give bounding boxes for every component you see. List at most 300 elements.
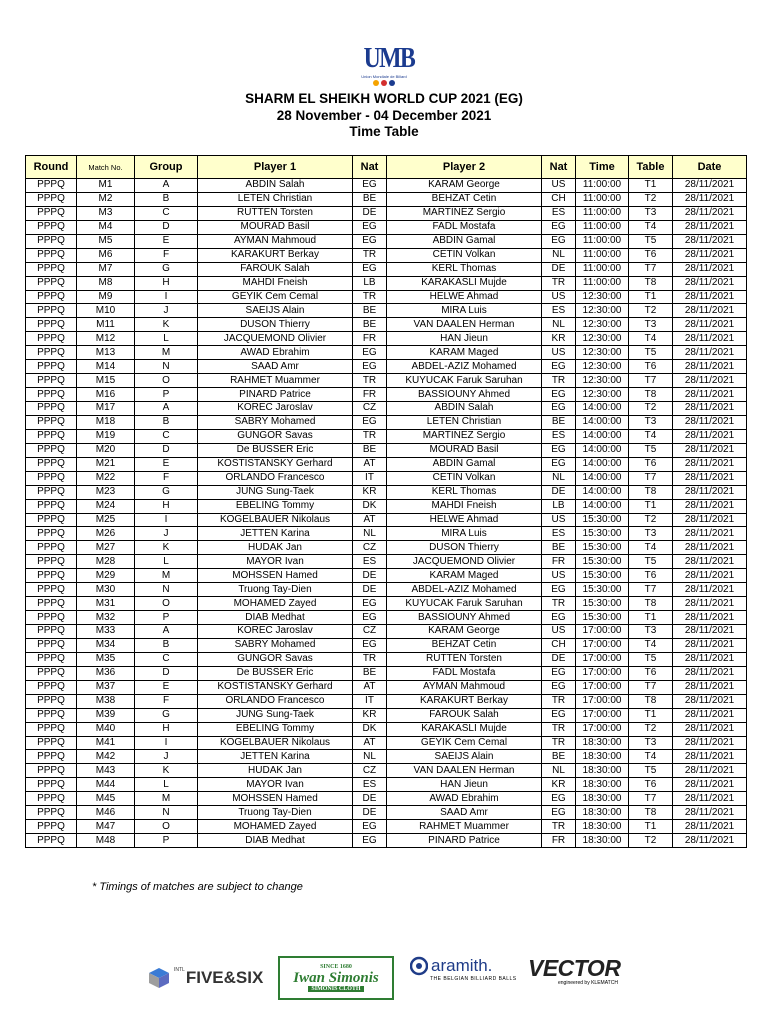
- cell-group: C: [135, 652, 198, 666]
- cell-nat-2: EG: [542, 457, 576, 471]
- cell-player-2: CETIN Volkan: [387, 471, 542, 485]
- cell-table: T3: [629, 415, 673, 429]
- table-row: [26, 680, 747, 694]
- cell-player-2: FADL Mostafa: [387, 220, 542, 234]
- cell-date: 28/11/2021: [673, 625, 747, 639]
- cell-time: 15:30:00: [576, 583, 629, 597]
- cell-table: T2: [629, 722, 673, 736]
- cell-match-no: M41: [77, 736, 135, 750]
- cell-nat-2: NL: [542, 248, 576, 262]
- table-row: [26, 402, 747, 416]
- table-row: [26, 652, 747, 666]
- cell-date: 28/11/2021: [673, 778, 747, 792]
- cell-time: 14:00:00: [576, 429, 629, 443]
- cell-table: T1: [629, 708, 673, 722]
- cell-player-1: FAROUK Salah: [198, 262, 353, 276]
- cell-nat-2: TR: [542, 694, 576, 708]
- cell-match-no: M3: [77, 206, 135, 220]
- cell-round: PPPQ: [26, 694, 77, 708]
- table-row: [26, 611, 747, 625]
- cell-date: 28/11/2021: [673, 638, 747, 652]
- cell-match-no: M1: [77, 179, 135, 193]
- cell-match-no: M2: [77, 192, 135, 206]
- cell-nat-1: EG: [353, 346, 387, 360]
- cell-nat-1: EG: [353, 360, 387, 374]
- cell-match-no: M8: [77, 276, 135, 290]
- cell-nat-2: US: [542, 569, 576, 583]
- cell-group: I: [135, 513, 198, 527]
- table-row: [26, 248, 747, 262]
- cell-nat-2: TR: [542, 722, 576, 736]
- table-row: [26, 179, 747, 193]
- cell-player-1: GUNGOR Savas: [198, 429, 353, 443]
- table-row: [26, 429, 747, 443]
- cell-nat-1: AT: [353, 736, 387, 750]
- cell-date: 28/11/2021: [673, 708, 747, 722]
- cell-nat-1: NL: [353, 750, 387, 764]
- cell-player-1: KOREC Jaroslav: [198, 625, 353, 639]
- cell-player-1: JETTEN Karina: [198, 750, 353, 764]
- cell-date: 28/11/2021: [673, 276, 747, 290]
- cell-group: K: [135, 541, 198, 555]
- cell-time: 17:00:00: [576, 680, 629, 694]
- cell-group: J: [135, 527, 198, 541]
- cell-round: PPPQ: [26, 708, 77, 722]
- cell-nat-1: ES: [353, 778, 387, 792]
- cell-nat-1: DE: [353, 206, 387, 220]
- table-row: [26, 234, 747, 248]
- cell-date: 28/11/2021: [673, 792, 747, 806]
- cell-table: T2: [629, 513, 673, 527]
- cell-table: T3: [629, 527, 673, 541]
- cell-table: T2: [629, 304, 673, 318]
- cell-player-2: HAN Jieun: [387, 778, 542, 792]
- table-row: [26, 820, 747, 834]
- cell-match-no: M42: [77, 750, 135, 764]
- cell-player-1: MOHSSEN Hamed: [198, 569, 353, 583]
- cell-player-1: SABRY Mohamed: [198, 415, 353, 429]
- table-row: [26, 625, 747, 639]
- cell-time: 18:30:00: [576, 806, 629, 820]
- cell-nat-1: IT: [353, 471, 387, 485]
- cell-match-no: M31: [77, 597, 135, 611]
- table-row: [26, 736, 747, 750]
- cell-player-2: SAAD Amr: [387, 806, 542, 820]
- cell-nat-1: BE: [353, 192, 387, 206]
- cell-table: T8: [629, 597, 673, 611]
- cell-nat-1: DE: [353, 583, 387, 597]
- cell-nat-2: TR: [542, 820, 576, 834]
- cell-time: 11:00:00: [576, 179, 629, 193]
- cell-time: 12:30:00: [576, 346, 629, 360]
- cell-group: I: [135, 290, 198, 304]
- cell-date: 28/11/2021: [673, 262, 747, 276]
- cell-player-2: HAN Jieun: [387, 332, 542, 346]
- cell-nat-2: US: [542, 346, 576, 360]
- cell-date: 28/11/2021: [673, 179, 747, 193]
- cell-nat-2: EG: [542, 360, 576, 374]
- cell-player-1: KARAKURT Berkay: [198, 248, 353, 262]
- cell-nat-2: TR: [542, 597, 576, 611]
- page-subtitle: Time Table: [349, 124, 419, 139]
- cell-round: PPPQ: [26, 304, 77, 318]
- cell-group: K: [135, 318, 198, 332]
- cell-time: 18:30:00: [576, 820, 629, 834]
- cell-round: PPPQ: [26, 220, 77, 234]
- table-row: [26, 722, 747, 736]
- col-time: Time: [576, 156, 629, 179]
- timing-note: * Timings of matches are subject to change: [92, 881, 303, 893]
- cell-nat-2: EG: [542, 234, 576, 248]
- cell-match-no: M29: [77, 569, 135, 583]
- cell-match-no: M46: [77, 806, 135, 820]
- cell-match-no: M47: [77, 820, 135, 834]
- cell-player-2: CETIN Volkan: [387, 248, 542, 262]
- cell-round: PPPQ: [26, 318, 77, 332]
- cell-date: 28/11/2021: [673, 513, 747, 527]
- cell-match-no: M43: [77, 764, 135, 778]
- cell-nat-1: KR: [353, 485, 387, 499]
- cell-match-no: M20: [77, 443, 135, 457]
- cell-round: PPPQ: [26, 652, 77, 666]
- cell-nat-1: EG: [353, 220, 387, 234]
- cell-time: 15:30:00: [576, 527, 629, 541]
- cell-table: T4: [629, 750, 673, 764]
- cell-nat-2: EG: [542, 666, 576, 680]
- cell-group: J: [135, 304, 198, 318]
- cell-nat-2: DE: [542, 652, 576, 666]
- cell-player-2: BEHZAT Cetin: [387, 638, 542, 652]
- cell-time: 17:00:00: [576, 722, 629, 736]
- table-row: [26, 388, 747, 402]
- cell-round: PPPQ: [26, 792, 77, 806]
- cell-time: 17:00:00: [576, 666, 629, 680]
- cell-nat-2: BE: [542, 750, 576, 764]
- cell-match-no: M19: [77, 429, 135, 443]
- table-row: [26, 764, 747, 778]
- cell-match-no: M14: [77, 360, 135, 374]
- cell-player-2: KUYUCAK Faruk Saruhan: [387, 374, 542, 388]
- cell-date: 28/11/2021: [673, 541, 747, 555]
- cell-match-no: M21: [77, 457, 135, 471]
- cell-match-no: M45: [77, 792, 135, 806]
- cell-date: 28/11/2021: [673, 694, 747, 708]
- col-nat-2: Nat: [542, 156, 576, 179]
- cell-group: P: [135, 834, 198, 848]
- cell-player-1: KOGELBAUER Nikolaus: [198, 736, 353, 750]
- cell-time: 15:30:00: [576, 541, 629, 555]
- cell-table: T7: [629, 471, 673, 485]
- cell-round: PPPQ: [26, 834, 77, 848]
- cell-time: 14:00:00: [576, 402, 629, 416]
- cell-round: PPPQ: [26, 206, 77, 220]
- cell-group: B: [135, 192, 198, 206]
- cell-player-1: DUSON Thierry: [198, 318, 353, 332]
- table-row: [26, 220, 747, 234]
- cell-nat-1: NL: [353, 527, 387, 541]
- cell-player-1: EBELING Tommy: [198, 722, 353, 736]
- cell-nat-1: AT: [353, 457, 387, 471]
- cell-round: PPPQ: [26, 429, 77, 443]
- sponsor-fivesix: [148, 956, 263, 1000]
- cell-nat-2: NL: [542, 764, 576, 778]
- cell-group: O: [135, 820, 198, 834]
- table-row: [26, 583, 747, 597]
- logo-dots: [360, 80, 408, 86]
- cell-player-2: MIRA Luis: [387, 304, 542, 318]
- cell-group: N: [135, 583, 198, 597]
- cell-player-2: SAEIJS Alain: [387, 750, 542, 764]
- cell-player-2: PINARD Patrice: [387, 834, 542, 848]
- cell-player-2: KARAM Maged: [387, 346, 542, 360]
- cell-date: 28/11/2021: [673, 583, 747, 597]
- cell-match-no: M22: [77, 471, 135, 485]
- cell-round: PPPQ: [26, 179, 77, 193]
- cell-player-2: MOURAD Basil: [387, 443, 542, 457]
- cell-nat-2: EG: [542, 806, 576, 820]
- cell-nat-2: ES: [542, 304, 576, 318]
- cell-player-2: ABDEL-AZIZ Mohamed: [387, 360, 542, 374]
- cell-round: PPPQ: [26, 806, 77, 820]
- cell-date: 28/11/2021: [673, 443, 747, 457]
- cell-group: N: [135, 360, 198, 374]
- cell-player-1: RAHMET Muammer: [198, 374, 353, 388]
- cell-nat-1: AT: [353, 680, 387, 694]
- cell-player-1: ABDIN Salah: [198, 179, 353, 193]
- cell-player-1: JACQUEMOND Olivier: [198, 332, 353, 346]
- cell-date: 28/11/2021: [673, 806, 747, 820]
- fivesix-prefix: INTL: [174, 967, 185, 973]
- cell-round: PPPQ: [26, 527, 77, 541]
- col-date: Date: [673, 156, 747, 179]
- cell-date: 28/11/2021: [673, 248, 747, 262]
- aramith-name: aramith.: [431, 956, 493, 975]
- cell-match-no: M48: [77, 834, 135, 848]
- cell-round: PPPQ: [26, 513, 77, 527]
- cell-table: T5: [629, 764, 673, 778]
- cell-time: 12:30:00: [576, 318, 629, 332]
- cell-date: 28/11/2021: [673, 374, 747, 388]
- table-row: [26, 597, 747, 611]
- cell-match-no: M34: [77, 638, 135, 652]
- cell-date: 28/11/2021: [673, 388, 747, 402]
- cell-nat-1: EG: [353, 597, 387, 611]
- table-row: [26, 290, 747, 304]
- cell-player-1: JUNG Sung-Taek: [198, 708, 353, 722]
- cell-group: C: [135, 429, 198, 443]
- cell-player-1: AWAD Ebrahim: [198, 346, 353, 360]
- cell-round: PPPQ: [26, 569, 77, 583]
- event-dates: 28 November - 04 December 2021: [276, 107, 492, 123]
- cell-table: T1: [629, 290, 673, 304]
- cell-round: PPPQ: [26, 262, 77, 276]
- cell-time: 17:00:00: [576, 708, 629, 722]
- col-table: Table: [629, 156, 673, 179]
- cell-player-1: EBELING Tommy: [198, 499, 353, 513]
- cell-nat-2: CH: [542, 638, 576, 652]
- table-row: [26, 750, 747, 764]
- cell-player-1: Truong Tay-Dien: [198, 583, 353, 597]
- cell-round: PPPQ: [26, 388, 77, 402]
- cell-round: PPPQ: [26, 415, 77, 429]
- cell-time: 11:00:00: [576, 276, 629, 290]
- cell-group: P: [135, 611, 198, 625]
- cell-match-no: M36: [77, 666, 135, 680]
- cell-match-no: M40: [77, 722, 135, 736]
- cell-round: PPPQ: [26, 485, 77, 499]
- cell-nat-2: NL: [542, 318, 576, 332]
- cell-group: L: [135, 555, 198, 569]
- cell-round: PPPQ: [26, 736, 77, 750]
- cell-date: 28/11/2021: [673, 402, 747, 416]
- table-row: [26, 555, 747, 569]
- cell-date: 28/11/2021: [673, 471, 747, 485]
- cell-player-1: De BUSSER Eric: [198, 443, 353, 457]
- cell-nat-1: EG: [353, 262, 387, 276]
- cell-player-1: MOHAMED Zayed: [198, 597, 353, 611]
- cell-nat-2: EG: [542, 443, 576, 457]
- cell-time: 14:00:00: [576, 457, 629, 471]
- table-row: [26, 541, 747, 555]
- cell-match-no: M38: [77, 694, 135, 708]
- cell-table: T4: [629, 638, 673, 652]
- cell-date: 28/11/2021: [673, 736, 747, 750]
- cell-player-1: KOGELBAUER Nikolaus: [198, 513, 353, 527]
- cell-date: 28/11/2021: [673, 611, 747, 625]
- cell-match-no: M35: [77, 652, 135, 666]
- logo-dot-2: [381, 80, 387, 86]
- cell-nat-1: DE: [353, 569, 387, 583]
- cell-player-1: MAYOR Ivan: [198, 778, 353, 792]
- cell-group: A: [135, 402, 198, 416]
- cell-player-2: AWAD Ebrahim: [387, 792, 542, 806]
- cell-table: T8: [629, 694, 673, 708]
- cell-time: 11:00:00: [576, 220, 629, 234]
- cell-round: PPPQ: [26, 555, 77, 569]
- cell-nat-1: KR: [353, 708, 387, 722]
- cell-table: T2: [629, 192, 673, 206]
- table-row: [26, 206, 747, 220]
- cell-group: G: [135, 485, 198, 499]
- cell-player-1: DIAB Medhat: [198, 834, 353, 848]
- cell-group: B: [135, 638, 198, 652]
- col-player-1: Player 1: [198, 156, 353, 179]
- cell-match-no: M7: [77, 262, 135, 276]
- cell-group: O: [135, 374, 198, 388]
- cell-nat-2: ES: [542, 527, 576, 541]
- cell-nat-1: FR: [353, 332, 387, 346]
- cell-player-1: JUNG Sung-Taek: [198, 485, 353, 499]
- cell-nat-2: EG: [542, 680, 576, 694]
- cell-player-2: BASSIOUNY Ahmed: [387, 388, 542, 402]
- cell-nat-2: LB: [542, 499, 576, 513]
- cell-group: E: [135, 457, 198, 471]
- table-row: [26, 485, 747, 499]
- cell-group: O: [135, 597, 198, 611]
- cell-nat-1: EG: [353, 820, 387, 834]
- table-row: [26, 471, 747, 485]
- cell-player-2: DUSON Thierry: [387, 541, 542, 555]
- cell-player-2: KUYUCAK Faruk Saruhan: [387, 597, 542, 611]
- cell-match-no: M39: [77, 708, 135, 722]
- cell-round: PPPQ: [26, 666, 77, 680]
- cell-player-1: JETTEN Karina: [198, 527, 353, 541]
- cell-player-1: MOHAMED Zayed: [198, 820, 353, 834]
- cell-date: 28/11/2021: [673, 318, 747, 332]
- simonis-since: SINCE 1680: [320, 964, 352, 970]
- cell-nat-2: FR: [542, 834, 576, 848]
- cell-nat-2: CH: [542, 192, 576, 206]
- cell-player-2: KARAM George: [387, 625, 542, 639]
- cell-nat-1: TR: [353, 652, 387, 666]
- umb-logo: [360, 43, 415, 92]
- cell-nat-2: KR: [542, 778, 576, 792]
- logo-dot-1: [373, 80, 379, 86]
- cell-round: PPPQ: [26, 374, 77, 388]
- cell-nat-2: EG: [542, 583, 576, 597]
- cell-match-no: M33: [77, 625, 135, 639]
- cell-group: G: [135, 708, 198, 722]
- cell-table: T7: [629, 374, 673, 388]
- cell-date: 28/11/2021: [673, 415, 747, 429]
- cell-nat-2: EG: [542, 611, 576, 625]
- cell-player-1: AYMAN Mahmoud: [198, 234, 353, 248]
- cell-match-no: M25: [77, 513, 135, 527]
- cell-date: 28/11/2021: [673, 764, 747, 778]
- cell-nat-2: EG: [542, 388, 576, 402]
- cell-time: 12:30:00: [576, 332, 629, 346]
- cell-player-2: JACQUEMOND Olivier: [387, 555, 542, 569]
- table-row: [26, 513, 747, 527]
- cell-group: H: [135, 276, 198, 290]
- cell-match-no: M37: [77, 680, 135, 694]
- cell-round: PPPQ: [26, 820, 77, 834]
- cell-nat-2: ES: [542, 206, 576, 220]
- simonis-tag: SIMONIS CLOTH: [308, 986, 363, 992]
- cell-player-1: PINARD Patrice: [198, 388, 353, 402]
- table-row: [26, 806, 747, 820]
- cell-time: 11:00:00: [576, 192, 629, 206]
- cell-player-2: LETEN Christian: [387, 415, 542, 429]
- cell-player-2: BASSIOUNY Ahmed: [387, 611, 542, 625]
- cell-table: T5: [629, 443, 673, 457]
- cell-nat-1: TR: [353, 248, 387, 262]
- col-group: Group: [135, 156, 198, 179]
- cell-date: 28/11/2021: [673, 652, 747, 666]
- cell-nat-1: CZ: [353, 764, 387, 778]
- cell-table: T8: [629, 806, 673, 820]
- cell-time: 14:00:00: [576, 485, 629, 499]
- cell-round: PPPQ: [26, 611, 77, 625]
- cell-nat-1: IT: [353, 694, 387, 708]
- table-row: [26, 834, 747, 848]
- cell-date: 28/11/2021: [673, 290, 747, 304]
- cell-round: PPPQ: [26, 443, 77, 457]
- cell-match-no: M30: [77, 583, 135, 597]
- cell-player-2: GEYIK Cem Cemal: [387, 736, 542, 750]
- cell-table: T8: [629, 276, 673, 290]
- cell-round: PPPQ: [26, 360, 77, 374]
- cell-nat-1: CZ: [353, 541, 387, 555]
- cell-player-1: MOURAD Basil: [198, 220, 353, 234]
- cell-time: 14:00:00: [576, 415, 629, 429]
- table-row: [26, 778, 747, 792]
- cell-group: L: [135, 332, 198, 346]
- cell-group: G: [135, 262, 198, 276]
- cell-table: T6: [629, 457, 673, 471]
- cell-date: 28/11/2021: [673, 750, 747, 764]
- table-row: [26, 569, 747, 583]
